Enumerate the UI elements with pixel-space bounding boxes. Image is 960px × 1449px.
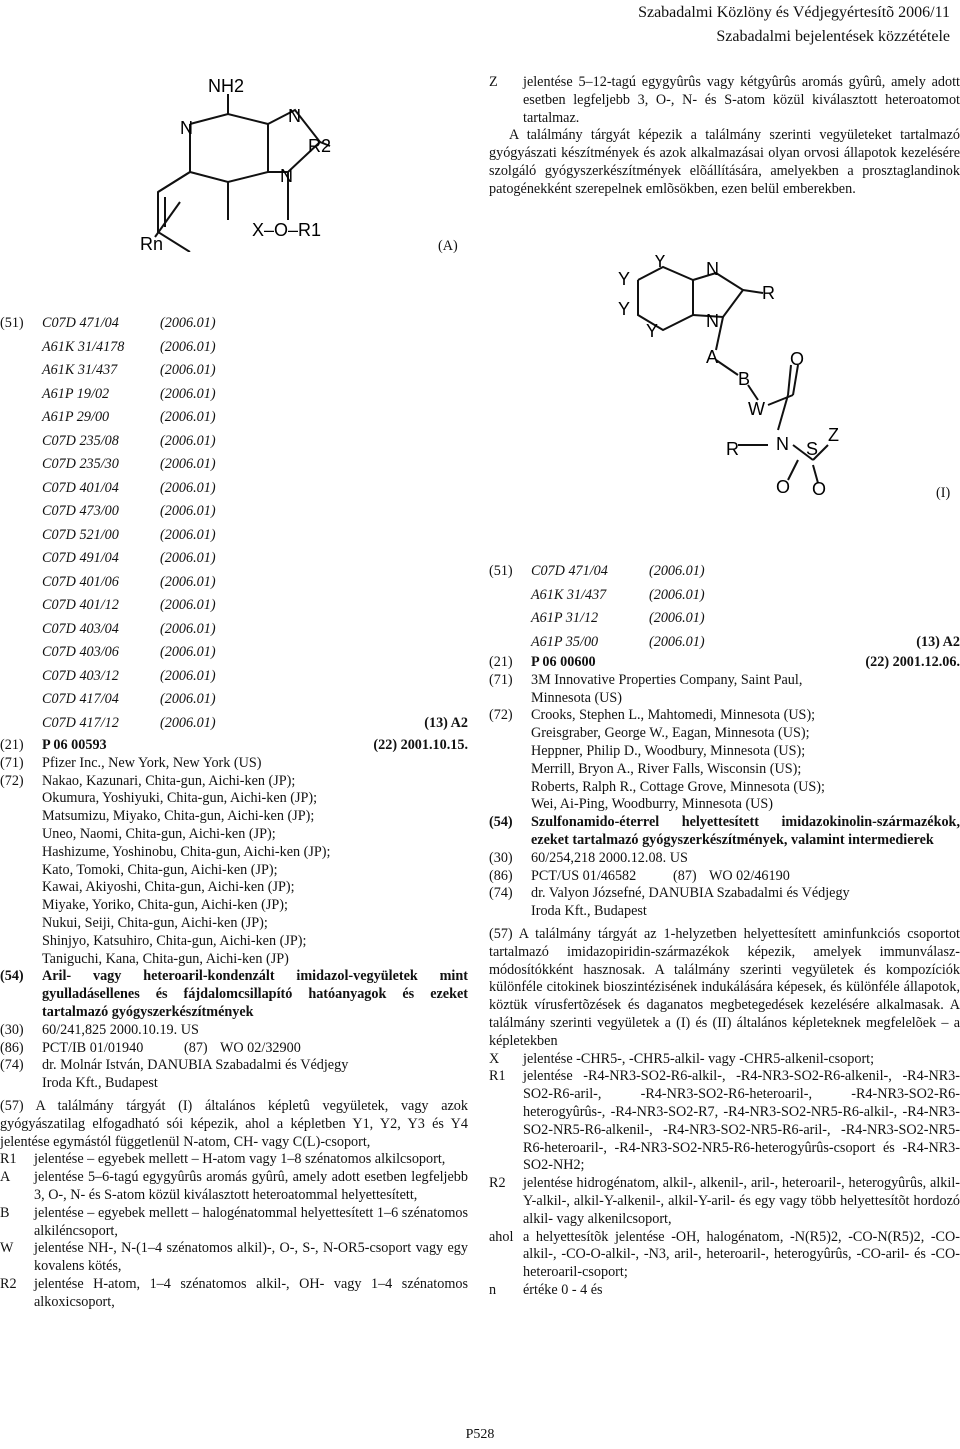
- ipc-row: [42, 312, 468, 336]
- agent-tag: (74): [0, 1057, 24, 1074]
- z-definition: Z jelentése 5–12-tagú egygyûrûs vagy kétgyûrûs aromás gyûrû, amely adott esetben legfeljebb 3, O-, N- és S-atom közül kiválasztott heteroatomot tartalmaz.: [489, 74, 960, 126]
- ipc-code: C07D 401/04: [42, 479, 119, 496]
- definition-text: értéke 0 - 4 és: [523, 1281, 603, 1298]
- inventor: Nakao, Kazunari, Chita-gun, Aichi-ken (JP);: [42, 772, 296, 789]
- svg-text:O: O: [790, 349, 805, 369]
- svg-text:B: B: [738, 369, 751, 389]
- ipc-row: [42, 712, 468, 736]
- filing-date: (22) 2001.12.06.: [865, 654, 960, 670]
- ipc-code: A61P 29/00: [42, 409, 110, 425]
- ipc-row: [42, 406, 468, 430]
- definitions-list: [0, 1151, 468, 1311]
- page-number: P528: [465, 1427, 495, 1442]
- agent-line2: Iroda Kft., Budapest: [531, 903, 647, 920]
- svg-text:O: O: [776, 477, 791, 497]
- inventor: Shinjyo, Katsuhiro, Chita-gun, Aichi-ken (JP);: [42, 932, 307, 949]
- z-paragraph: A találmány tárgyát képezik a találmány szerinti vegyületeket tartalmazó gyógyászati készítmények és azok alkalmazásai olyan orvosi állapotok kezelésére szolgáló gyógyszerkészítmények elõállítására, amelyekben a prosztaglandinok patogénekként szerepelnek emlõsökben, ezen belül emberekben.: [489, 127, 960, 197]
- applicant-line: 3M Innovative Properties Company, Saint Paul,: [531, 671, 803, 688]
- definition: [0, 1169, 468, 1205]
- ipc-year: (2006.01): [649, 586, 705, 603]
- rn-label: Rn: [140, 234, 164, 252]
- priority: 60/241,825 2000.10.19. US: [42, 1021, 199, 1038]
- definition-symbol: X: [489, 1050, 500, 1067]
- svg-text:Y: Y: [654, 255, 667, 271]
- svg-text:N: N: [706, 311, 719, 331]
- r2-label: R2: [308, 136, 332, 156]
- nh2-label: NH2: [208, 76, 245, 96]
- ipc-code: C07D 417/04: [42, 691, 119, 707]
- definition: [0, 1205, 468, 1241]
- ipc-row: [42, 336, 468, 360]
- svg-text:A: A: [706, 347, 719, 367]
- ipc-row: [42, 641, 468, 665]
- left-patent-entry: [0, 312, 468, 1312]
- ipc-code: C07D 235/08: [42, 432, 119, 449]
- ipc-code: A61P 19/02: [42, 385, 110, 402]
- definition: [489, 1068, 960, 1175]
- definitions-list: [489, 1051, 960, 1300]
- ipc-code: C07D 403/12: [42, 667, 119, 684]
- ipc-row: [531, 560, 960, 584]
- ipc-year: (2006.01): [160, 573, 216, 590]
- definition-symbol: A: [0, 1169, 11, 1186]
- definition-symbol: R1: [489, 1068, 506, 1085]
- definition: [489, 1229, 960, 1282]
- inventors-list: [531, 707, 960, 814]
- inventors-list: [42, 773, 468, 969]
- definition-text: jelentése hidrogénatom, alkil-, alkenil-, aril-, heteroaril-, heterogyûrûs, alkil-Y-alkil-, alkil-Y-alkenil-, alkil-Y-aril- és egy vagy több helyettesítõt hordozó alkil- vagy alkenilcsoport,: [523, 1175, 960, 1227]
- ipc-year: (2006.01): [160, 432, 216, 449]
- ipc-code: C07D 471/04: [531, 563, 608, 579]
- definition-text: jelentése NH-, N-(1–4 szénatomos alkil)-, O-, S-, N-OR5-csoport vagy egy kovalens kötés,: [34, 1240, 468, 1275]
- x-o-r1-label: X–O–R1: [252, 220, 322, 240]
- ipc-year: (2006.01): [160, 620, 216, 637]
- ipc-code: C07D 521/00: [42, 526, 119, 543]
- kind-code: (13) A2: [916, 633, 960, 650]
- svg-text:N: N: [288, 106, 301, 126]
- ipc-code: A61K 31/437: [42, 362, 118, 378]
- ipc-code: A61K 31/4178: [42, 338, 125, 355]
- ipc-row: [42, 665, 468, 689]
- ipc-code: C07D 401/12: [42, 597, 119, 613]
- patent-title: Szulfonamido-éterrel helyettesített imidazokinolin-származékok, ezeket tartalmazó gyógyszerkészítmények, valamint intermedierek: [531, 814, 960, 848]
- formula-a-tag: (A): [438, 238, 458, 254]
- ipc-row: [42, 571, 468, 595]
- ipc-row: [42, 477, 468, 501]
- applicant-tag: (71): [0, 754, 24, 771]
- ipc-year: (2006.01): [160, 550, 216, 566]
- appl-tag: (21): [489, 654, 513, 670]
- right-patent-entry: [489, 72, 960, 1298]
- svg-text:N: N: [180, 118, 193, 138]
- ipc-year: (2006.01): [649, 610, 705, 626]
- inventor: Heppner, Philip D., Woodbury, Minnesota (US);: [531, 742, 806, 759]
- prio-tag: (30): [489, 849, 513, 866]
- ipc-list: [42, 312, 468, 735]
- definition: [489, 1051, 960, 1069]
- svg-text:Z: Z: [828, 425, 839, 445]
- definition: [489, 1175, 960, 1228]
- patent-title: Aril- vagy heteroaril-kondenzált imidazol-vegyületek mint gyulladásellenes és fájdalomcsillapító hatóanyagok és ezeket tartalmazó gyógyszerkészítmények: [42, 968, 468, 1020]
- ipc-year: (2006.01): [160, 479, 216, 496]
- ipc-code: C07D 417/12: [42, 714, 119, 731]
- inventor: Miyake, Yoriko, Chita-gun, Aichi-ken (JP);: [42, 897, 288, 914]
- prio-tag: (30): [0, 1021, 24, 1038]
- ipc-year: (2006.01): [160, 456, 216, 472]
- inventor: Uneo, Naomi, Chita-gun, Aichi-ken (JP);: [42, 825, 276, 842]
- journal-title: Szabadalmi Közlöny és Védjegyértesítõ 2006/11: [638, 4, 950, 21]
- formula-i-tag: (I): [936, 485, 951, 501]
- definition-symbol: n: [489, 1281, 497, 1298]
- inventor: Crooks, Stephen L., Mahtomedi, Minnesota (US);: [531, 707, 816, 724]
- definition-symbol: R2: [0, 1275, 17, 1292]
- ipc-tag: (51): [489, 563, 513, 579]
- ipc-year: (2006.01): [160, 409, 216, 425]
- definition: [489, 1282, 960, 1300]
- ipc-year: (2006.01): [160, 597, 216, 613]
- ipc-year: (2006.01): [160, 714, 216, 731]
- definition-text: jelentése -CHR5-, -CHR5-alkil- vagy -CHR5-alkenil-csoport;: [523, 1050, 875, 1067]
- ipc-tag: (51): [0, 315, 24, 331]
- ipc-year: (2006.01): [160, 385, 216, 402]
- inventor: Taniguchi, Kana, Chita-gun, Aichi-ken (JP): [42, 950, 289, 967]
- ipc-year: (2006.01): [160, 338, 216, 355]
- ipc-row: [42, 453, 468, 477]
- inventors-tag: (72): [489, 707, 513, 724]
- svg-text:W: W: [748, 399, 765, 419]
- definition-text: jelentése 5–6-tagú egygyûrûs aromás gyûrû, amely adott esetben legfeljebb 3, O-, N- és S-atom közül kiválasztott heteroatommal helyettesített,: [34, 1169, 468, 1203]
- formula-a-structure: [120, 72, 460, 252]
- ipc-row: [42, 359, 468, 383]
- definition: [0, 1240, 468, 1276]
- ipc-year: (2006.01): [649, 563, 705, 579]
- definition-text: a helyettesítõk jelentése -OH, halogénatom, -N(R5)2, -CO-N(R5)2, -CO-alkil-, -CO-O-alkil-, -N3, aril-, heteroaril-, heterogyûrûs, -CO-aril- és -CO-heteroaril-csoport;: [523, 1228, 960, 1281]
- definition: [0, 1151, 468, 1169]
- agent-line1: dr. Molnár István, DANUBIA Szabadalmi és Védjegy: [42, 1057, 349, 1074]
- inventor: Kato, Tomoki, Chita-gun, Aichi-ken (JP);: [42, 861, 278, 878]
- definition-symbol: R1: [0, 1151, 17, 1168]
- agent-line1: dr. Valyon Józsefné, DANUBIA Szabadalmi és Védjegy: [531, 885, 850, 902]
- ipc-year: (2006.01): [160, 526, 216, 543]
- abstract: (57) A találmány tárgyát (I) általános képletû vegyületek, vagy azok gyógyászatilag elfogadható sói képezik, ahol a képletben Y1, Y2, Y3 és Y4 jelentése egymástól függetlenül N-atom, CH- vagy C(L)-csoport,: [0, 1097, 468, 1150]
- svg-text:N: N: [706, 259, 719, 279]
- wo-tag: (87): [184, 1039, 208, 1056]
- ipc-row: [42, 383, 468, 407]
- ipc-row: [42, 688, 468, 712]
- appl-tag: (21): [0, 737, 24, 753]
- definition: [0, 1276, 468, 1312]
- filing-date: (22) 2001.10.15.: [373, 737, 468, 753]
- ipc-year: (2006.01): [160, 503, 216, 519]
- ipc-code: C07D 401/06: [42, 573, 119, 590]
- applicant: [531, 672, 960, 708]
- ipc-year: (2006.01): [160, 315, 216, 331]
- definition-text: jelentése H-atom, 1–4 szénatomos alkil-, OH- vagy 1–4 szénatomos alkoxicsoport,: [34, 1275, 468, 1310]
- definition-symbol: B: [0, 1204, 10, 1221]
- title-tag: (54): [489, 814, 513, 831]
- ipc-row: [531, 631, 960, 655]
- ipc-row: [42, 547, 468, 571]
- ipc-row: [42, 618, 468, 642]
- ipc-code: C07D 471/04: [42, 315, 119, 331]
- svg-text:N: N: [280, 166, 293, 186]
- svg-text:O: O: [812, 479, 827, 499]
- ipc-row: [531, 607, 960, 631]
- ipc-code: A61K 31/437: [531, 586, 607, 603]
- definition-text: jelentése – egyebek mellett – H-atom vagy 1–8 szénatomos alkilcsoport,: [34, 1151, 446, 1168]
- abstract: (57) A találmány tárgyát az 1-helyzetben helyettesített aminfunkciós csoportot tartalmazó imidazopiridin-származékok képezik, amelyek immunválasz-módosítókként hasznosak. A találmány szerinti vegyületek és kompozíciók különféle citokinek bioszintézisének indukálására képesek, és különféle állapotok, köztük vírusfertõzések és daganatos megbetegedések kezelésére alkalmasak. A találmány szerinti vegyületek a (I) és (II) általános képleteknek megfelelõek – a képletekben: [489, 925, 960, 1049]
- ipc-code: A61P 35/00: [531, 633, 599, 650]
- svg-text:Y: Y: [646, 321, 659, 341]
- kind-code: (13) A2: [424, 714, 468, 731]
- svg-text:R: R: [726, 439, 739, 459]
- svg-text:S: S: [806, 439, 819, 459]
- definition-text: jelentése -R4-NR3-SO2-R6-alkil-, -R4-NR3-SO2-R6-alkenil-, -R4-NR3-SO2-R6-aril-, -R4-NR3-SO2-R6-heteroaril-, -R4-NR3-SO2-R6-heterogyûrûs-, -R4-NR3-SO2-R7, -R4-NR3-SO2-NR5-R6-alkil-, -R4-NR3-SO2-NR5-R6-alkenil-, -R4-NR3-SO2-NR5-R6-aril-, -R4-NR3-SO2-NR5-R6-heteroaril-, -R4-NR3-SO2-NR5-R6-heterogyûrûs-csoport és -R4-NR3-SO2-NH2;: [523, 1068, 960, 1174]
- ipc-row: [42, 594, 468, 618]
- wo-tag: (87): [673, 867, 697, 884]
- applicant-line: Minnesota (US): [531, 689, 623, 706]
- ipc-code: C07D 403/06: [42, 644, 119, 660]
- wo-number: WO 02/32900: [220, 1039, 301, 1056]
- inventor: Matsumizu, Miyako, Chita-gun, Aichi-ken (JP);: [42, 808, 315, 825]
- applicant-tag: (71): [489, 671, 513, 688]
- pct-number: PCT/IB 01/01940: [42, 1039, 144, 1056]
- ipc-code: C07D 491/04: [42, 550, 119, 566]
- ipc-year: (2006.01): [160, 644, 216, 660]
- definition-text: jelentése – egyebek mellett – halogénatommal helyettesített 1–6 szénatomos alkiléncsoport,: [34, 1204, 468, 1239]
- ipc-year: (2006.01): [649, 633, 705, 650]
- formula-i-structure: [598, 255, 868, 505]
- pct-number: PCT/US 01/46582: [531, 867, 637, 884]
- ipc-code: A61P 31/12: [531, 610, 599, 626]
- ipc-year: (2006.01): [160, 362, 216, 378]
- svg-text:Y: Y: [618, 299, 631, 319]
- inventor: Wei, Ai-Ping, Woodburry, Minnesota (US): [531, 796, 774, 813]
- applicant: Pfizer Inc., New York, New York (US): [42, 754, 262, 771]
- svg-text:Y: Y: [618, 269, 631, 289]
- section-title: Szabadalmi bejelentések közzététele: [716, 28, 950, 45]
- pct-tag: (86): [489, 867, 513, 884]
- inventor: Merrill, Bryon A., River Falls, Wisconsin (US);: [531, 760, 802, 777]
- ipc-list: [531, 560, 960, 654]
- ipc-row: [42, 430, 468, 454]
- wo-number: WO 02/46190: [709, 867, 790, 884]
- pct-tag: (86): [0, 1039, 24, 1056]
- definition-symbol: ahol: [489, 1228, 514, 1245]
- agent-tag: (74): [489, 885, 513, 902]
- ipc-code: C07D 403/04: [42, 620, 119, 637]
- inventor: Hashizume, Yoshinobu, Chita-gun, Aichi-ken (JP);: [42, 843, 331, 860]
- inventor: Roberts, Ralph R., Cottage Grove, Minnesota (US);: [531, 778, 825, 795]
- ipc-code: C07D 473/00: [42, 503, 119, 519]
- inventor: Kawai, Akiyoshi, Chita-gun, Aichi-ken (JP);: [42, 879, 295, 896]
- definition-symbol: R2: [489, 1175, 506, 1192]
- ipc-row: [531, 584, 960, 608]
- definition-symbol: W: [0, 1240, 14, 1257]
- svg-text:N: N: [776, 434, 789, 454]
- ipc-code: C07D 235/30: [42, 456, 119, 472]
- inventor: Nukui, Seiji, Chita-gun, Aichi-ken (JP);: [42, 914, 268, 931]
- ipc-year: (2006.01): [160, 691, 216, 707]
- inventors-tag: (72): [0, 772, 24, 789]
- agent-line2: Iroda Kft., Budapest: [42, 1075, 158, 1092]
- ipc-year: (2006.01): [160, 667, 216, 684]
- appl-number: P 06 00600: [531, 654, 596, 670]
- ipc-row: [42, 524, 468, 548]
- appl-number: P 06 00593: [42, 737, 107, 753]
- inventor: Greisgraber, George W., Eagan, Minnesota (US);: [531, 725, 810, 742]
- title-tag: (54): [0, 968, 24, 985]
- ipc-row: [42, 500, 468, 524]
- priority: 60/254,218 2000.12.08. US: [531, 849, 688, 866]
- svg-text:R: R: [762, 283, 775, 303]
- inventor: Okumura, Yoshiyuki, Chita-gun, Aichi-ken (JP);: [42, 790, 318, 807]
